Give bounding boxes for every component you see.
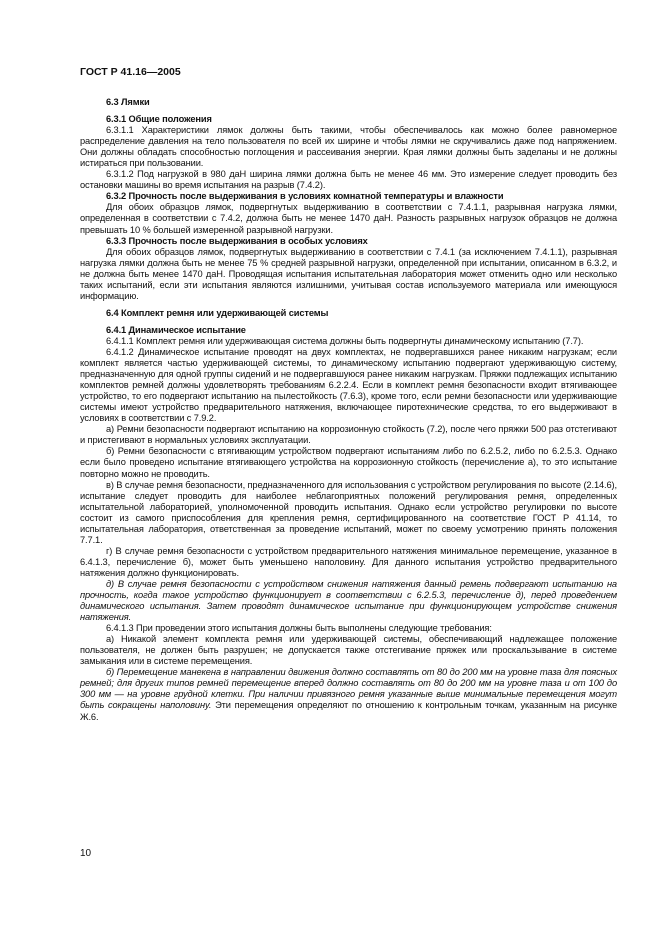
document-body: [80, 97, 617, 723]
section-heading: 6.3.3 Прочность после выдерживания в особых условиях: [106, 235, 368, 246]
body-paragraph: 6.3.1.2 Под нагрузкой в 980 даН ширина лямки должна быть не менее 46 мм. Это измерение следует проводить без остановки машины во время испытания на разрыв (7.4.2).: [80, 169, 617, 191]
page-number: 10: [80, 848, 92, 859]
body-paragraph-last: [80, 667, 617, 722]
last-paragraph-normal: Эти перемещения определяют по отношению к контрольным точкам, указанным на рисунке Ж.6.: [80, 700, 617, 722]
body-paragraph: д) В случае ремня безопасности с устройством снижения натяжения данный ремень подвергают испытанию на прочность, когда такое устройство функционирует в соответствии с 6.2.5.3, перечисление д), перед проведением динамического испытания. Затем проводят динамическое испытание при функционирующем устройстве снижения натяжения.: [80, 578, 617, 623]
body-paragraph: 6.3.1.1 Характеристики лямок должны быть такими, чтобы обеспечивалось как можно более равномерное распределение давления на тело пользователя по всей их ширине и чтобы лямки не скручивались даже под напряжением. Они должны обладать способностью поглощения и рассеивания энергии. Края лямки должны быть заделаны и не должны истираться при пользовании.: [80, 125, 617, 169]
body-paragraph: Для обоих образцов лямок, подвергнутых выдерживанию в соответствии с 7.4.1.1, разрывная нагрузка лямки, определенная в соответствии с 7.4.2, должна быть не менее 1470 даН. Разность разрывных нагрузок образцов не должна превышать 10 % большей измеренной разрывной нагрузки.: [80, 202, 617, 235]
body-paragraph: 6.4.1.1 Комплект ремня или удерживающая система должны быть подвергнуты динамическому испытанию (7.7).: [106, 335, 584, 346]
last-paragraph-italic: б) Перемещение манекена в направлении движения должно составлять от 80 до 200 мм на уровне таза для поясных ремней; для других типов ремней перемещение вперед должно составлять от 80 до 200 мм на уровне таза и от 100 до 300 мм — на уровне грудной клетки. При наличии привязного ремня указанные выше минимальные перемещения могут быть сокращены наполовину.: [80, 667, 617, 711]
body-paragraph: а) Ремни безопасности подвергают испытанию на коррозионную стойкость (7.2), после чего пряжки 500 раз отстегивают и пристегивают в нормальных условиях эксплуатации.: [80, 424, 617, 446]
section-heading: 6.4 Комплект ремня или удерживающей системы: [106, 307, 329, 318]
section-heading: 6.4.1 Динамическое испытание: [106, 324, 246, 335]
body-paragraph: 6.4.1.2 Динамическое испытание проводят на двух комплектах, не подвергавшихся ранее никаким нагрузкам; если комплект является частью удерживающей системы, то динамическому испытанию подвергают удерживающую систему, предназначенную для одной группы сидений и не подвергавшуюся ранее никаким нагрузкам. Пряжки подлежащих испытанию комплектов ремней должны удовлетворять требованиям 6.2.2.4. Если в комплект ремня безопасности входит втягивающее устройство, то его подвергают испытанию на пылестойкость (7.6.3), кроме того, если ремни безопасности или удерживающие системы имеют устройство предварительного натяжения, включающее пиротехнические средства, то его выдерживают в условиях в соответствии с 7.9.2.: [80, 346, 617, 424]
section-heading: 6.3 Лямки: [106, 97, 150, 107]
body-paragraph: а) Никакой элемент комплекта ремня или удерживающей системы, обеспечивающий надлежащее положение пользователя, не должен быть разрушен; не допускается также отстегивание пряжек или проскальзывание в системе замыкания или в системе перемещения.: [80, 634, 617, 667]
section-heading: 6.3.2 Прочность после выдерживания в условиях комнатной температуры и влажности: [106, 191, 504, 202]
section-heading: 6.3.1 Общие положения: [106, 114, 212, 125]
body-paragraph: в) В случае ремня безопасности, предназначенного для использования с устройством регулирования по высоте (2.14.6), испытание следует проводить для наиболее неблагоприятных положений регулирования ремня, определенных испытательной лабораторией, уполномоченной проводить испытания. Однако если устройство регулировки по высоте состоит из самого приспособления для крепления ремня, сертифицированного на соответствие ГОСТ Р 41.14, то испытательная лаборатория, ответственная за проведение испытаний, может по своему усмотрению принять положения 7.7.1.: [80, 479, 617, 545]
body-paragraph: 6.4.1.3 При проведении этого испытания должны быть выполнены следующие требования:: [106, 623, 492, 634]
body-paragraph: Для обоих образцов лямок, подвергнутых выдерживанию в соответствии с 7.4.1 (за исключением 7.4.1.1), разрывная нагрузка лямки должна быть не менее 75 % средней разрывной нагрузки, определенной при испытании, описанном в 6.3.2, и не должна быть менее 1470 даН. Проводящая испытания испытательная лаборатория может отменить одно или несколько таких испытаний, если эти испытания являются излишними, учитывая состав используемого материала или имеющуюся информацию.: [80, 246, 617, 301]
body-paragraph: г) В случае ремня безопасности с устройством предварительного натяжения минимальное перемещение, указанное в 6.4.1.3, перечисление б), может быть уменьшено наполовину. Для данного испытания устройство предварительного натяжения должно функционировать.: [80, 545, 617, 578]
document-header: ГОСТ Р 41.16—2005: [80, 66, 181, 78]
body-paragraph: б) Ремни безопасности с втягивающим устройством подвергают испытаниям либо по 6.2.5.2, либо по 6.2.5.3. Однако если было проведено испытание втягивающего устройства на коррозионную стойкость (перечисление а), то это испытание повторно можно не проводить.: [80, 446, 617, 479]
